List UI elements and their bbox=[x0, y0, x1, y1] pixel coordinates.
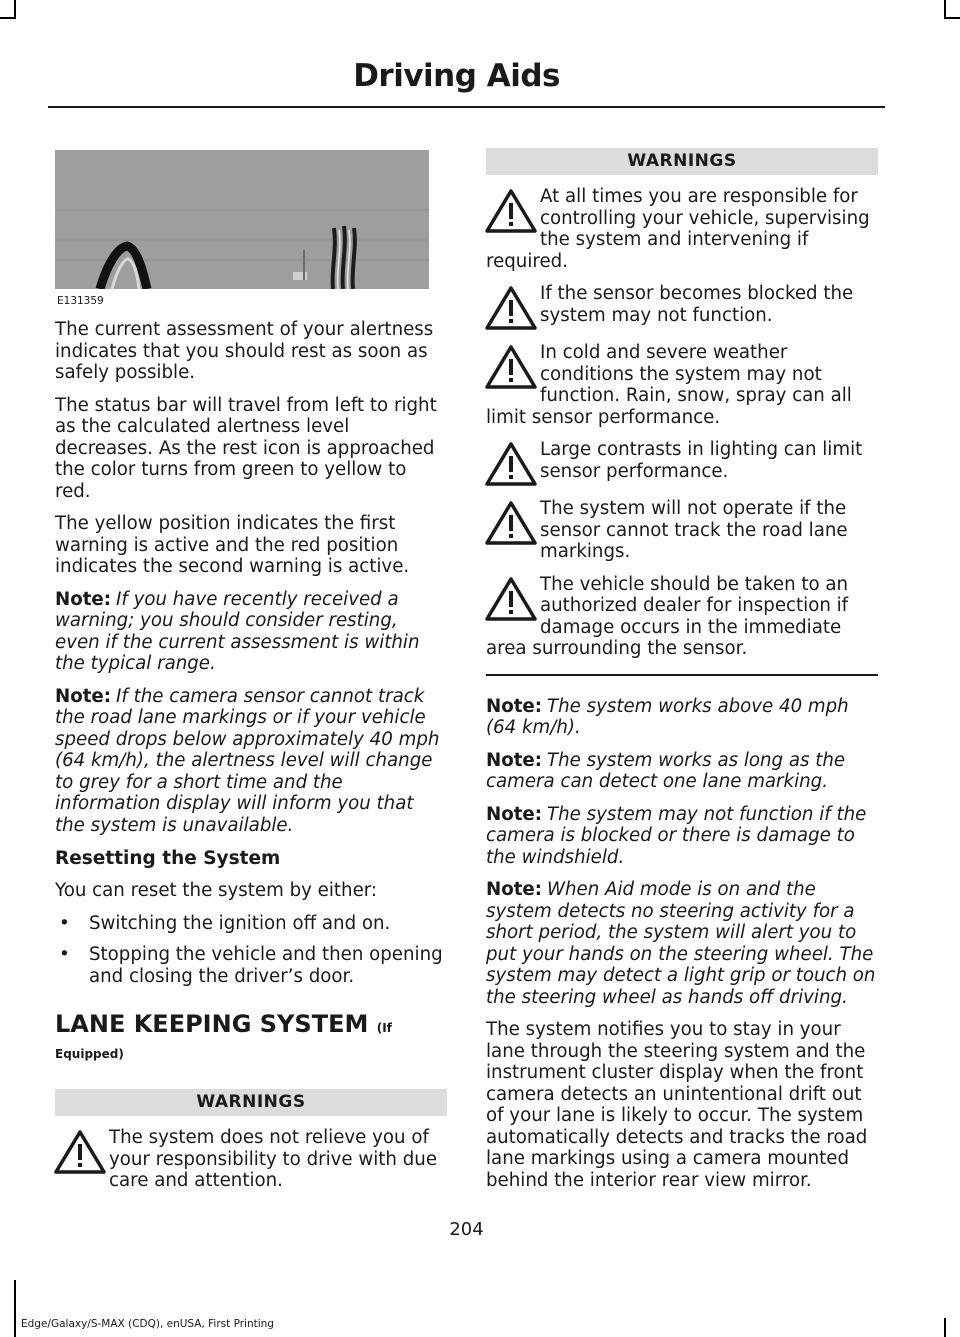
warning-text: Large contrasts in lighting can limit sensor performance. bbox=[540, 439, 863, 482]
crop-mark bbox=[944, 0, 946, 17]
crop-mark bbox=[0, 17, 16, 19]
crop-mark bbox=[14, 0, 16, 17]
figure-id: E131359 bbox=[57, 295, 104, 307]
paragraph: The yellow position indicates the first warning is active and the red position indicates the second warning is active. bbox=[55, 513, 410, 577]
note-label: Note: bbox=[486, 749, 543, 771]
warning-item bbox=[55, 1127, 447, 1192]
warning-triangle-icon bbox=[484, 500, 538, 546]
crop-mark bbox=[14, 1280, 16, 1337]
warnings-heading: WARNINGS bbox=[55, 1089, 447, 1116]
warning-text: In cold and severe weather conditions the system may not function. Rain, snow, spray can all limit sensor performance. bbox=[486, 342, 852, 428]
warning-item bbox=[486, 283, 878, 331]
note bbox=[486, 879, 878, 1008]
note-label: Note: bbox=[55, 588, 112, 610]
section-title-text: LANE KEEPING SYSTEM bbox=[55, 1010, 369, 1038]
note-label: Note: bbox=[486, 695, 543, 717]
warning-triangle-icon bbox=[484, 576, 538, 622]
note bbox=[55, 589, 447, 675]
bullet-icon: • bbox=[59, 912, 70, 934]
paragraph: The status bar will travel from left to right as the calculated alertness level decreases. As the rest icon is approached the color turns from green to yellow to red. bbox=[55, 394, 437, 502]
figure-image bbox=[55, 150, 429, 289]
left-column bbox=[55, 150, 447, 1192]
list-item bbox=[55, 913, 447, 935]
paragraph: The current assessment of your alertness indicates that you should rest as soon as safely possible. bbox=[55, 319, 434, 383]
warning-item bbox=[486, 186, 878, 272]
note bbox=[486, 696, 878, 739]
subheading: Resetting the System bbox=[55, 848, 281, 869]
right-column bbox=[486, 148, 878, 1202]
note-label: Note: bbox=[486, 803, 543, 825]
figure-graphic bbox=[55, 150, 429, 289]
footer-text: Edge/Galaxy/S-MAX (CDQ), enUSA, First Printing bbox=[21, 1318, 274, 1330]
note-text: The system may not function if the camera is blocked or there is damage to the windshield. bbox=[486, 803, 867, 868]
list-item-text: Switching the ignition off and on. bbox=[89, 912, 391, 934]
section-if: (If bbox=[376, 1021, 392, 1035]
header-rule bbox=[48, 106, 885, 108]
warning-triangle-icon bbox=[484, 285, 538, 331]
note-text: The system works as long as the camera can detect one lane marking. bbox=[486, 749, 846, 792]
note-label: Note: bbox=[486, 879, 543, 900]
bullet-icon: • bbox=[59, 944, 70, 965]
paragraph: You can reset the system by either: bbox=[55, 880, 378, 901]
warning-text: The system will not operate if the sensor cannot track the road lane markings. bbox=[540, 498, 848, 562]
warning-triangle-icon bbox=[484, 344, 538, 390]
note-text: If you have recently received a warning; you should consider resting, even if the current assessment is within the typical range. bbox=[55, 588, 420, 674]
note-text: If the camera sensor cannot track the road lane markings or if your vehicle speed drops below approximately 40 mph (64 km/h), the alertness level will change to grey for a short time and the information display will inform you that the system is unavailable. bbox=[55, 685, 440, 836]
list-item-text: Stopping the vehicle and then opening and closing the driver’s door. bbox=[89, 944, 443, 987]
crop-mark bbox=[944, 17, 960, 19]
warning-triangle-icon bbox=[484, 188, 538, 234]
warnings-heading: WARNINGS bbox=[486, 148, 878, 175]
warning-item bbox=[486, 498, 878, 563]
crop-mark bbox=[944, 1318, 946, 1337]
warning-triangle-icon bbox=[484, 441, 538, 487]
note bbox=[486, 750, 878, 793]
warning-item bbox=[486, 439, 878, 487]
note-text: When Aid mode is on and the system detects no steering activity for a short period, the system will alert you to put your hands on the steering wheel. The system may detect a light grip or touch on the steering wheel as hands off driving. bbox=[486, 879, 876, 1008]
note-label: Note: bbox=[55, 685, 112, 707]
page-title: Driving Aids bbox=[353, 58, 560, 94]
warning-text: At all times you are responsible for controlling your vehicle, supervising the system and intervening if required. bbox=[486, 186, 870, 272]
page-number: 204 bbox=[449, 1219, 484, 1240]
paragraph: The system notifies you to stay in your lane through the steering system and the instrument cluster display when the front camera detects an unintentional drift out of your lane is likely to occur. The system automatically detects and tracks the road lane markings using a camera mounted behind the interior rear view mirror. bbox=[486, 1019, 868, 1191]
bullet-list bbox=[55, 913, 447, 988]
warning-triangle-icon bbox=[53, 1129, 107, 1175]
note-text: The system works above 40 mph (64 km/h). bbox=[486, 695, 849, 738]
list-item bbox=[55, 944, 447, 987]
note bbox=[55, 686, 447, 837]
warning-item bbox=[486, 574, 878, 660]
warning-text: The vehicle should be taken to an authorized dealer for inspection if damage occurs in the immediate area surrounding the sensor. bbox=[486, 573, 849, 659]
note bbox=[486, 804, 878, 869]
section-title bbox=[55, 1009, 447, 1043]
warning-text: The system does not relieve you of your responsibility to drive with due care and attention. bbox=[109, 1127, 438, 1191]
section-equipped: Equipped) bbox=[55, 1047, 124, 1061]
warning-text: If the sensor becomes blocked the system may not function. bbox=[540, 283, 854, 326]
warning-item bbox=[486, 342, 878, 428]
